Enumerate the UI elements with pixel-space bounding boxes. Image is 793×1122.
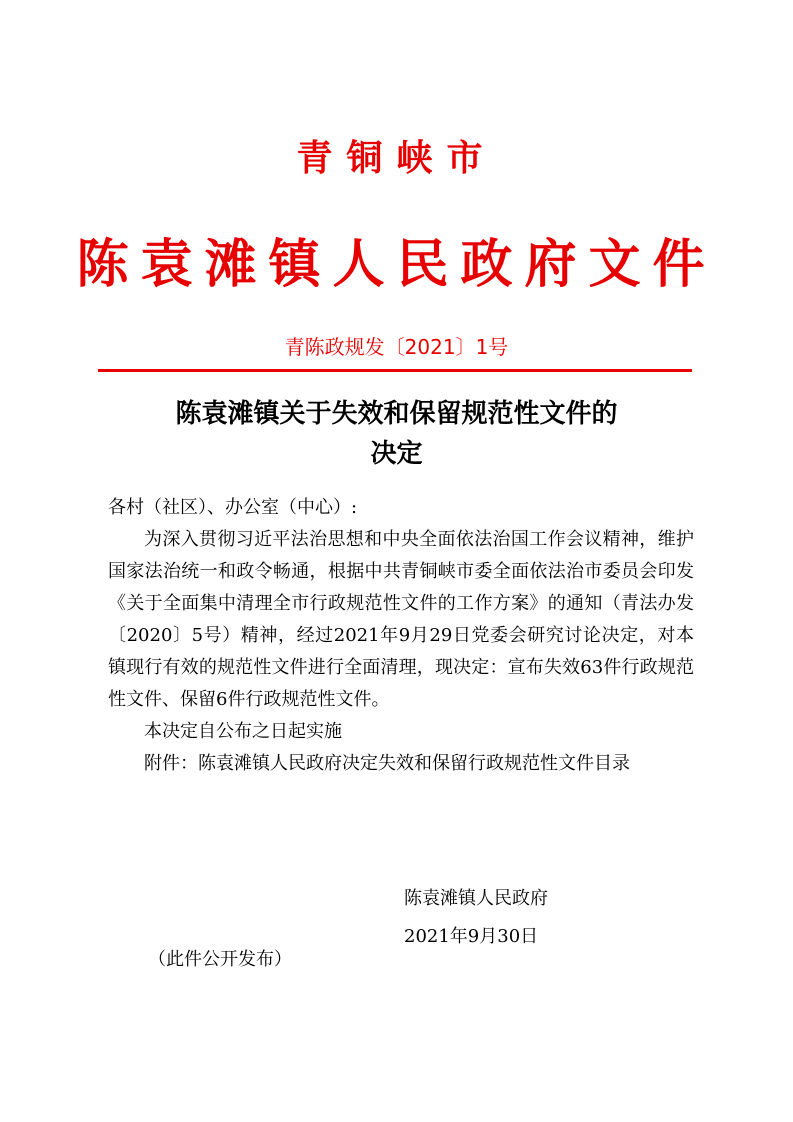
body-paragraph-2: 本决定自公布之日起实施 [144,721,342,742]
attachment-line: 附件：陈袁滩镇人民政府决定失效和保留行政规范性文件目录 [144,753,630,774]
signature-org: 陈袁滩镇人民政府 [404,888,548,909]
salutation: 各村（社区）、办公室（中心）: [108,497,358,518]
header-city: 青铜峡市 [296,137,497,179]
signature-date: 2021年9月30日 [404,926,539,947]
title-line-2: 决定 [370,439,423,469]
red-divider-line [98,369,692,372]
header-issuer: 陈袁滩镇人民政府文件 [76,234,717,295]
body-paragraph-1: 为深入贯彻习近平法治思想和中央全面依法治国工作会议精神，维护国家法治统一和政令畅通，根据中共青铜峡市委全面依法治市委员会印发《关于全面集中清理全市行政规范性文件的工作方案》的通知（青法办发〔2020〕5号）精神，经过2021年9月29日党委会研究讨论决定，对本镇现行有效的规范性文件进行全面清理，现决定：宣布失效63件行政规范性文件、保留6件行政规范性文件。 [108,529,694,710]
signature-block [404,880,548,956]
document-body [108,492,694,780]
document-title [0,394,793,474]
title-line-1: 陈袁滩镇关于失效和保留规范性文件的 [175,399,618,429]
publication-note: （此件公开发布） [148,949,292,970]
document-number: 青陈政规发〔2021〕1号 [284,335,509,359]
